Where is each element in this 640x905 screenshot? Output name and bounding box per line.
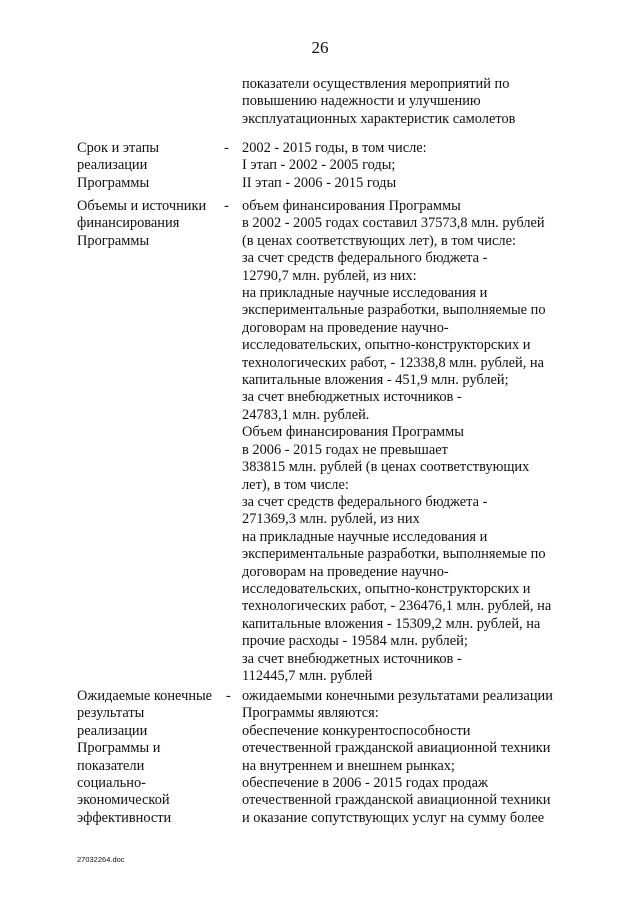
- row-content: [242, 140, 602, 192]
- label-line: Программы: [77, 232, 150, 249]
- content-line: в 2006 - 2015 годах не превышает: [242, 441, 448, 458]
- label-line: Ожидаемые конечные: [77, 688, 213, 704]
- label-line: результаты: [77, 705, 145, 722]
- file-name-footer: 27032264.doc: [77, 855, 125, 864]
- content-line: обеспечение в 2006 - 2015 годах продаж: [242, 775, 488, 792]
- row-dash: -: [226, 688, 231, 704]
- content-line: в 2002 - 2005 годах составил 37573,8 млн. рублей: [242, 215, 545, 232]
- content-line: объем финансирования Программы: [242, 198, 461, 214]
- content-line: исследовательских, опытно-конструкторских и: [242, 337, 531, 354]
- label-line: социально-: [77, 775, 146, 792]
- row-content: [242, 688, 602, 827]
- content-line: и оказание сопутствующих услуг на сумму более: [242, 809, 545, 826]
- content-line: 383815 млн. рублей (в ценах соответствующих: [242, 459, 530, 476]
- content-line: технологических работ, - 12338,8 млн. рублей, на: [242, 354, 545, 371]
- label-line: реализации: [77, 722, 148, 739]
- page-number: 26: [311, 38, 329, 57]
- content-line: капитальные вложения - 15309,2 млн. рублей, на: [242, 615, 541, 632]
- content-line: II этап - 2006 - 2015 годы: [242, 174, 397, 191]
- label-line: эффективности: [77, 809, 172, 826]
- label-line: экономической: [77, 792, 170, 809]
- content-line: за счет средств федерального бюджета -: [242, 493, 488, 510]
- content-line: Объем финансирования Программы: [242, 424, 464, 441]
- content-line: отечественной гражданской авиационной техники: [242, 740, 551, 757]
- row-content: [242, 198, 602, 685]
- row-label: [77, 140, 227, 192]
- text-line: повышению надежности и улучшению: [242, 93, 481, 110]
- content-line: экспериментальные разработки, выполняемые по: [242, 546, 546, 563]
- content-line: ожидаемыми конечными результатами реализации: [242, 688, 553, 704]
- content-line: на прикладные научные исследования и: [242, 285, 488, 302]
- content-line: за счет внебюджетных источников -: [242, 389, 462, 406]
- label-line: Программы и: [77, 740, 161, 757]
- row-label: [77, 198, 227, 250]
- content-line: капитальные вложения - 451,9 млн. рублей;: [242, 372, 509, 389]
- text-line: эксплуатационных характеристик самолетов: [242, 110, 516, 127]
- content-line: лет), в том числе:: [242, 476, 349, 493]
- row-dash: -: [224, 140, 229, 156]
- intro-text: [242, 76, 602, 128]
- label-line: Объемы и источники: [77, 198, 207, 214]
- content-line: 2002 - 2015 годы, в том числе:: [242, 140, 427, 156]
- content-line: 112445,7 млн. рублей: [242, 667, 373, 684]
- content-line: договорам на проведение научно-: [242, 319, 449, 336]
- content-line: (в ценах соответствующих лет), в том числе:: [242, 232, 516, 249]
- label-line: Программы: [77, 174, 150, 191]
- content-line: за счет внебюджетных источников -: [242, 650, 462, 667]
- content-line: Программы являются:: [242, 705, 379, 722]
- label-line: показатели: [77, 757, 145, 774]
- content-line: экспериментальные разработки, выполняемые по: [242, 302, 546, 319]
- text-line: показатели осуществления мероприятий по: [242, 76, 510, 92]
- content-line: 24783,1 млн. рублей.: [242, 406, 370, 423]
- content-line: исследовательских, опытно-конструкторских и: [242, 580, 531, 597]
- content-line: I этап - 2002 - 2005 годы;: [242, 157, 396, 174]
- row-label: [77, 688, 227, 827]
- content-line: прочие расходы - 19584 млн. рублей;: [242, 633, 468, 650]
- content-line: обеспечение конкурентоспособности: [242, 722, 471, 739]
- content-line: 12790,7 млн. рублей, из них:: [242, 267, 417, 284]
- label-line: реализации: [77, 157, 148, 174]
- content-line: за счет средств федерального бюджета -: [242, 250, 488, 267]
- content-line: 271369,3 млн. рублей, из них: [242, 511, 420, 528]
- content-line: договорам на проведение научно-: [242, 563, 449, 580]
- content-line: на прикладные научные исследования и: [242, 528, 488, 545]
- row-dash: -: [224, 198, 229, 214]
- content-line: на внутреннем и внешнем рынках;: [242, 757, 455, 774]
- content-line: технологических работ, - 236476,1 млн. рублей, на: [242, 598, 552, 615]
- label-line: финансирования: [77, 215, 180, 232]
- content-line: отечественной гражданской авиационной техники: [242, 792, 551, 809]
- label-line: Срок и этапы: [77, 140, 160, 156]
